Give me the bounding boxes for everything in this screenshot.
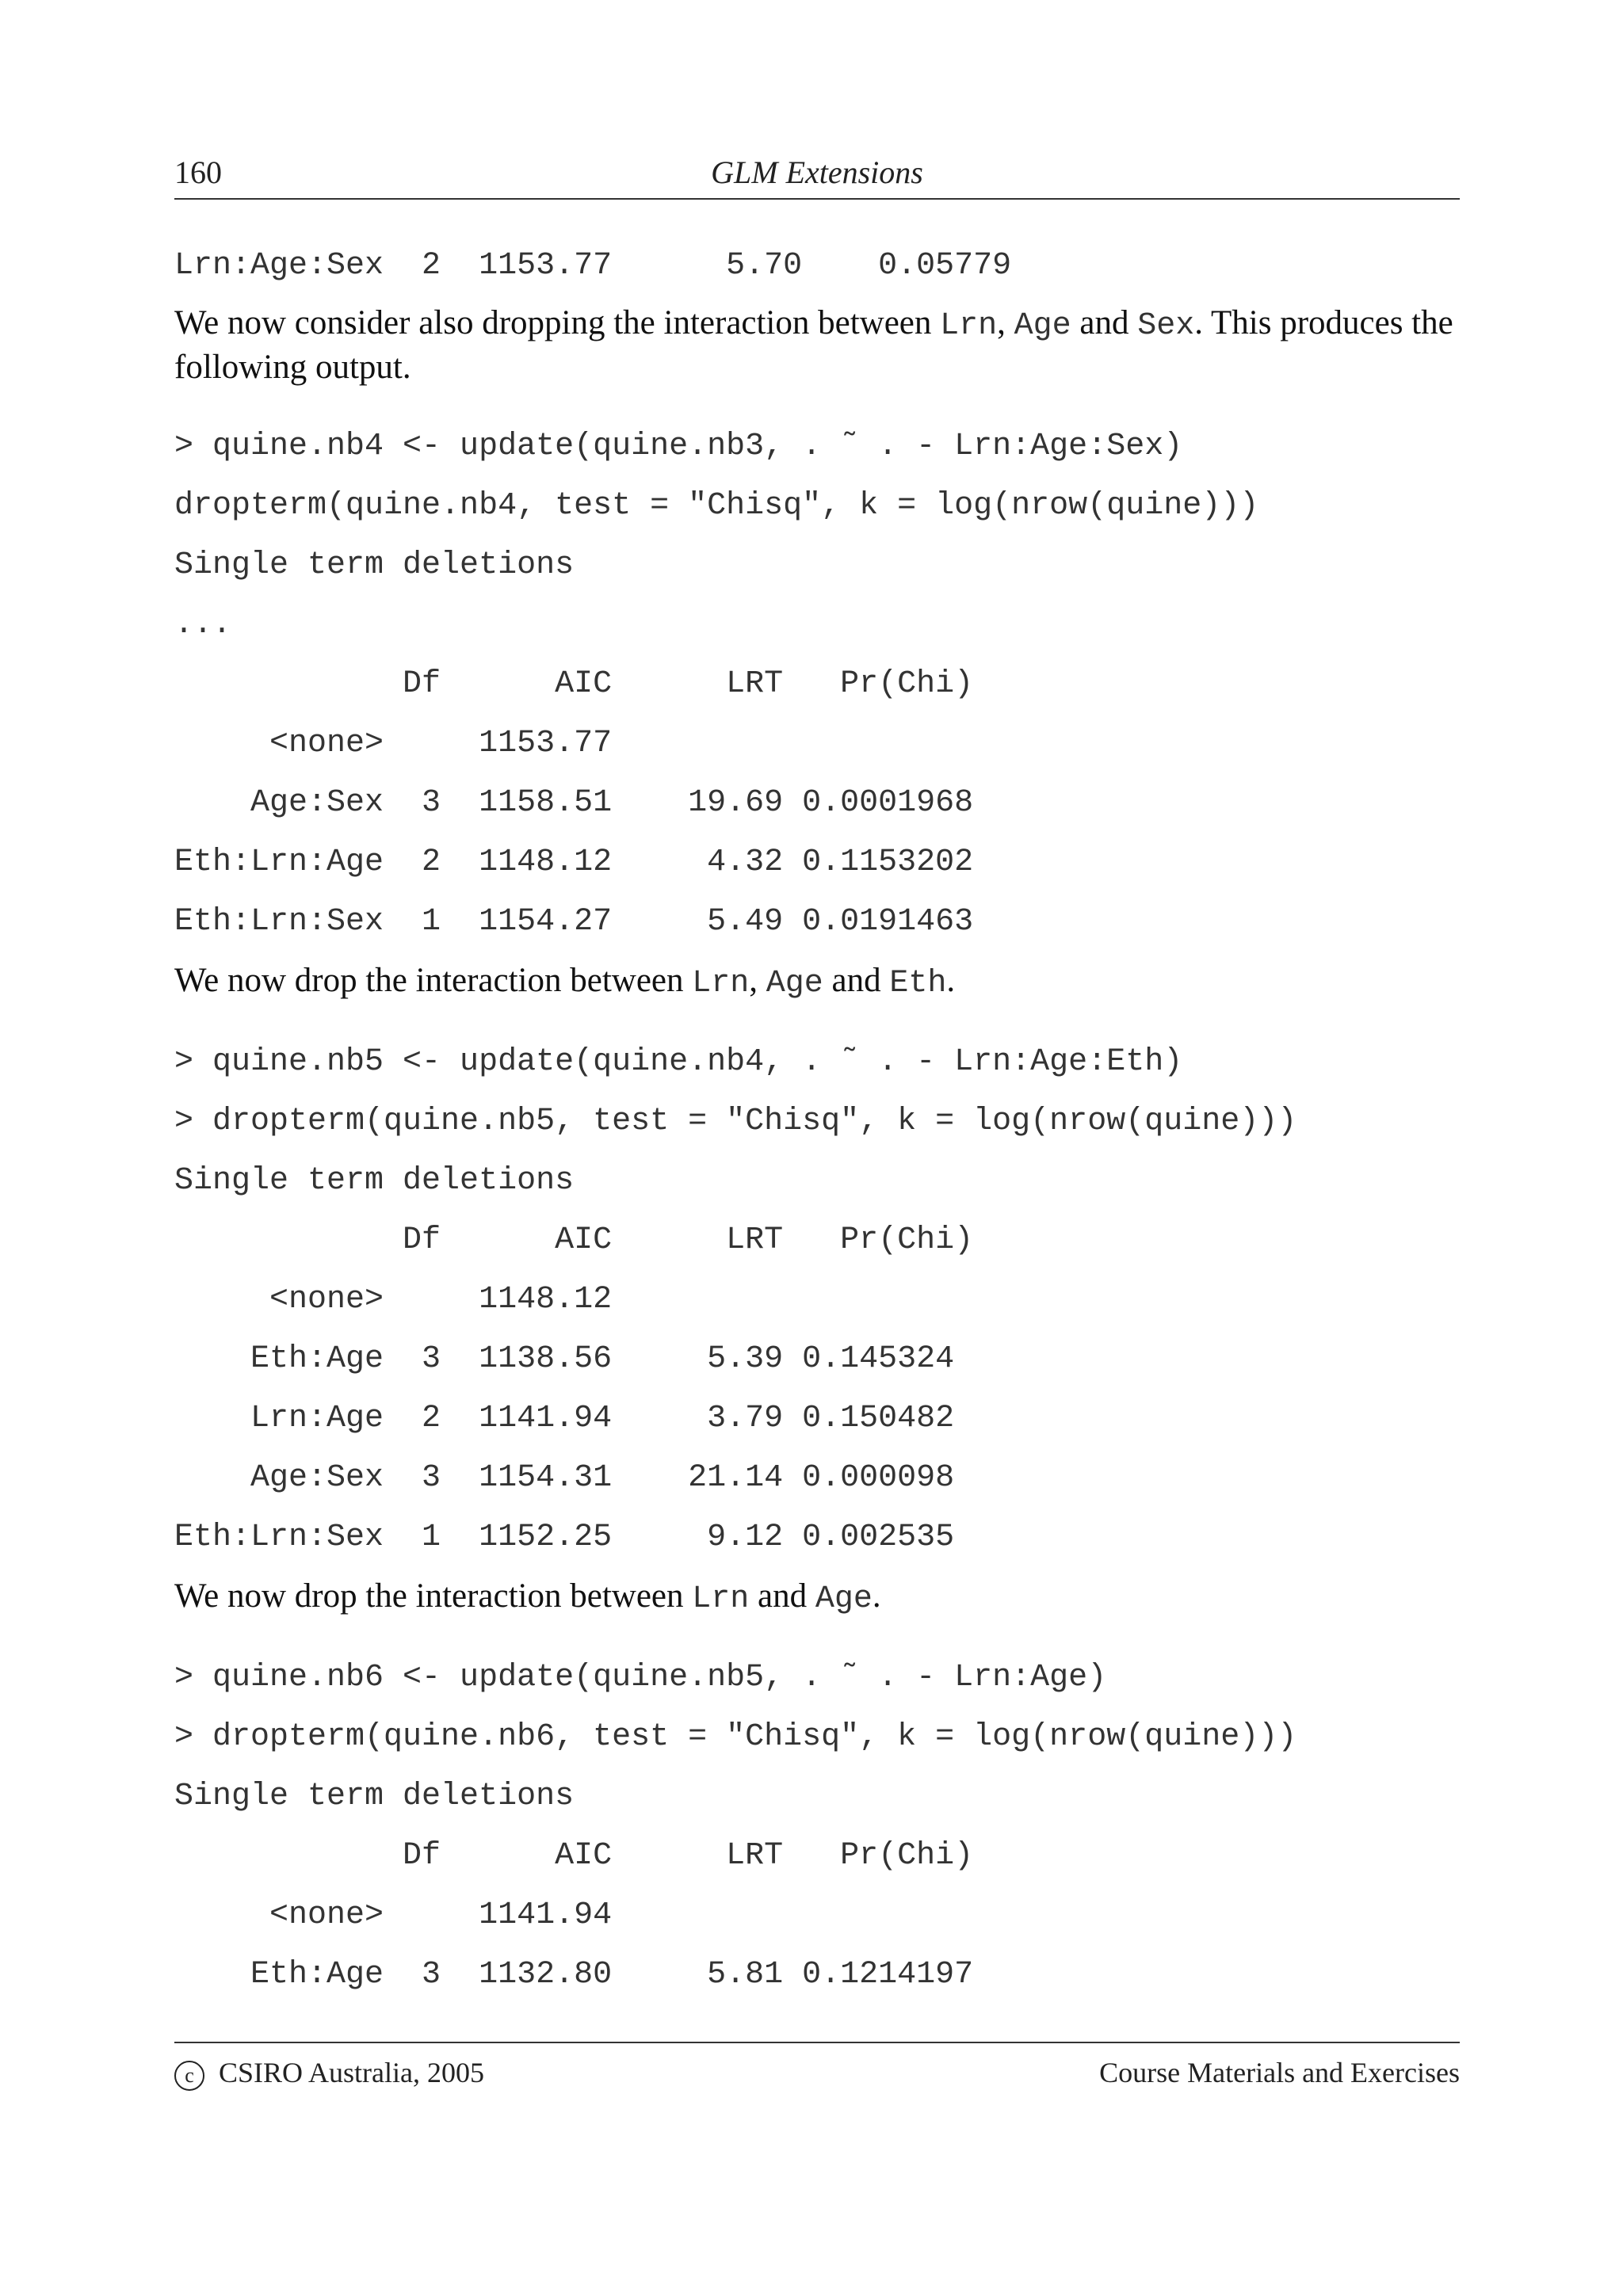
- code-line: <none> 1153.77: [174, 726, 613, 761]
- code-line: <none> 1141.94: [174, 1897, 613, 1933]
- code-line: <none> 1148.12: [174, 1282, 613, 1318]
- code-line: > quine.nb6 <- update(quine.nb5, . ˜ . - Lrn:Age): [174, 1660, 1107, 1695]
- copyright-icon: c: [174, 2061, 204, 2091]
- code-line: Age:Sex 3 1158.51 19.69 0.0001968: [174, 785, 974, 821]
- footer-copyright: [174, 2056, 484, 2091]
- code-line: > quine.nb4 <- update(quine.nb3, . ˜ . - Lrn:Age:Sex): [174, 429, 1183, 464]
- paragraph: [174, 960, 1460, 1005]
- inline-code: Lrn: [692, 966, 750, 1001]
- code-line: Single term deletions: [174, 1163, 575, 1199]
- inline-code: Age: [815, 1581, 873, 1617]
- inline-code: Lrn: [692, 1581, 750, 1617]
- code-line: Lrn:Age 2 1141.94 3.79 0.150482: [174, 1401, 955, 1436]
- paragraph-text: and: [1071, 304, 1138, 341]
- code-line: Df AIC LRT Pr(Chi): [174, 1222, 974, 1258]
- paragraph-text: We now consider also dropping the interaction between: [174, 304, 941, 341]
- code-line: Single term deletions: [174, 1779, 575, 1814]
- page-header: [174, 151, 1460, 200]
- paragraph-text: We now drop the interaction between: [174, 1577, 693, 1615]
- paragraph-text: .: [946, 962, 956, 999]
- code-line: Eth:Lrn:Sex 1 1154.27 5.49 0.0191463: [174, 904, 974, 940]
- paragraph-text: .: [872, 1577, 881, 1615]
- code-line: Lrn:Age:Sex 2 1153.77 5.70 0.05779: [174, 248, 1012, 284]
- page-footer: [174, 2042, 1460, 2088]
- page-number: 160: [174, 154, 222, 190]
- inline-code: Age: [766, 966, 823, 1001]
- code-line: Df AIC LRT Pr(Chi): [174, 1838, 974, 1874]
- footer-right-text: Course Materials and Exercises: [1099, 2057, 1460, 2088]
- code-line: Df AIC LRT Pr(Chi): [174, 666, 974, 702]
- code-line: Eth:Age 3 1132.80 5.81 0.1214197: [174, 1957, 974, 1993]
- code-line: Eth:Lrn:Sex 1 1152.25 9.12 0.002535: [174, 1520, 955, 1555]
- code-line: Eth:Lrn:Age 2 1148.12 4.32 0.1153202: [174, 845, 974, 880]
- code-line: Age:Sex 3 1154.31 21.14 0.000098: [174, 1460, 955, 1496]
- inline-code: Eth: [889, 966, 947, 1001]
- paragraph-text: . This produces the following output.: [174, 304, 1453, 386]
- paragraph-text: and: [823, 962, 890, 999]
- code-line: > dropterm(quine.nb5, test = "Chisq", k = log(nrow(quine))): [174, 1104, 1297, 1139]
- code-line: Eth:Age 3 1138.56 5.39 0.145324: [174, 1341, 955, 1377]
- paragraph-text: and: [749, 1577, 815, 1615]
- inline-code: Lrn: [940, 308, 998, 344]
- paragraph-text: We now drop the interaction between: [174, 962, 693, 999]
- paragraph: [174, 1576, 1460, 1620]
- code-line: > quine.nb5 <- update(quine.nb4, . ˜ . - Lrn:Age:Eth): [174, 1044, 1183, 1080]
- code-line: > dropterm(quine.nb6, test = "Chisq", k = log(nrow(quine))): [174, 1719, 1297, 1755]
- paragraph-text: ,: [997, 304, 1014, 341]
- running-title: GLM Extensions: [711, 154, 923, 190]
- paragraph-text: ,: [749, 962, 766, 999]
- code-line: ...: [174, 607, 232, 643]
- inline-code: Age: [1014, 308, 1071, 344]
- inline-code: Sex: [1137, 308, 1195, 344]
- paragraph: [174, 303, 1460, 388]
- code-line: dropterm(quine.nb4, test = "Chisq", k = log(nrow(quine))): [174, 488, 1259, 524]
- code-line: Single term deletions: [174, 547, 575, 583]
- footer-left-text: CSIRO Australia, 2005: [219, 2057, 485, 2088]
